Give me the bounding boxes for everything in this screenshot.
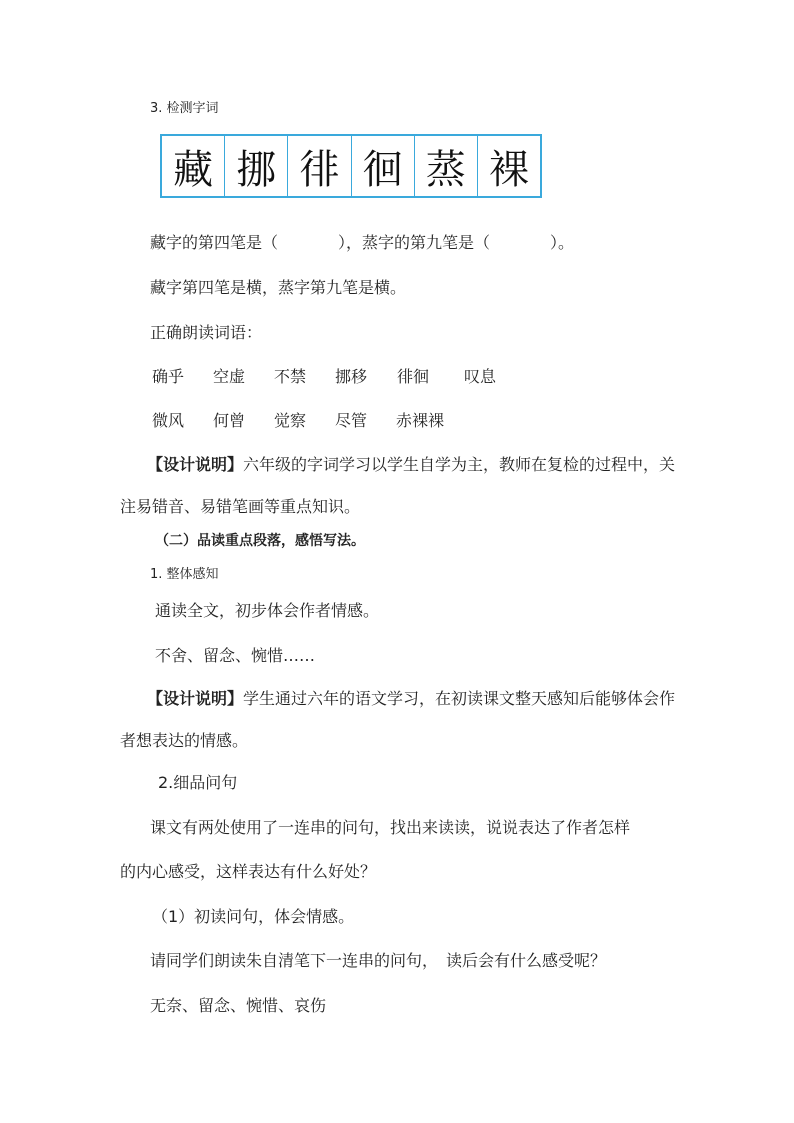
- design-note-text: 六年级的字词学习以学生自学为主，教师在复检的过程中，关: [243, 455, 676, 474]
- subsection-2-line2: 的内心感受，这样表达有什么好处？: [120, 862, 377, 881]
- word-item: 觉察: [274, 411, 307, 430]
- word-item: 空虚: [213, 367, 246, 386]
- char-cell: 蒸: [415, 136, 478, 196]
- subsection-2-answer: 无奈、留念、惋惜、哀伤: [150, 996, 327, 1015]
- word-row-1: [152, 364, 496, 387]
- stroke-answer: 藏字第四笔是横，蒸字第九笔是横。: [150, 278, 407, 297]
- design-note-2-line1: [147, 686, 675, 709]
- char-cell: 藏: [162, 136, 225, 196]
- stroke-question: [150, 230, 574, 253]
- design-note-tag: 【设计说明】: [147, 689, 244, 708]
- subsection-2-item1: （1）初读问句，体会情感。: [152, 907, 355, 926]
- design-note-2-line2: 者想表达的情感。: [120, 731, 249, 750]
- subsection-1-text: 通读全文，初步体会作者情感。: [155, 601, 380, 620]
- subsection-2-line1: 课文有两处使用了一连串的问句，找出来读读，说说表达了作者怎样: [150, 818, 631, 837]
- subsection-1-answer: 不舍、留念、惋惜……: [155, 646, 316, 665]
- char-cell: 挪: [225, 136, 288, 196]
- word-item: 微风: [152, 411, 185, 430]
- word-item: 何曾: [213, 411, 246, 430]
- read-words-label: 正确朗读词语：: [150, 323, 263, 342]
- word-row-2: [152, 408, 444, 431]
- word-item: 挪移: [335, 367, 368, 386]
- word-item: 不禁: [274, 367, 307, 386]
- section-3-heading: 3. 检测字词: [150, 101, 219, 116]
- part-2-heading: （二）品读重点段落，感悟写法。: [155, 533, 365, 549]
- stroke-question-part2: ），蒸字的第九笔是（: [338, 233, 491, 252]
- word-item: 赤裸裸: [396, 411, 445, 430]
- subsection-2-heading: 2.细品问句: [158, 773, 238, 792]
- character-grid: [160, 134, 542, 198]
- design-note-text: 学生通过六年的语文学习，在初读课文整天感知后能够体会作: [243, 689, 676, 708]
- word-item: 尽管: [335, 411, 368, 430]
- stroke-question-part1: 藏字的第四笔是（: [150, 233, 279, 252]
- design-note-tag: 【设计说明】: [147, 455, 244, 474]
- subsection-1-heading: 1. 整体感知: [150, 567, 219, 582]
- char-cell: 徘: [288, 136, 351, 196]
- stroke-question-part3: ）。: [550, 233, 575, 252]
- word-item: 徘徊: [397, 367, 430, 386]
- char-cell: 徊: [352, 136, 415, 196]
- word-item: 确乎: [152, 367, 185, 386]
- design-note-1-line1: [147, 452, 675, 475]
- char-cell: 裸: [488, 146, 529, 193]
- design-note-1-line2: 注易错音、易错笔画等重点知识。: [120, 497, 361, 516]
- subsection-2-question: 请同学们朗读朱自清笔下一连串的问句， 读后会有什么感受呢？: [150, 951, 607, 970]
- word-item: 叹息: [464, 367, 497, 386]
